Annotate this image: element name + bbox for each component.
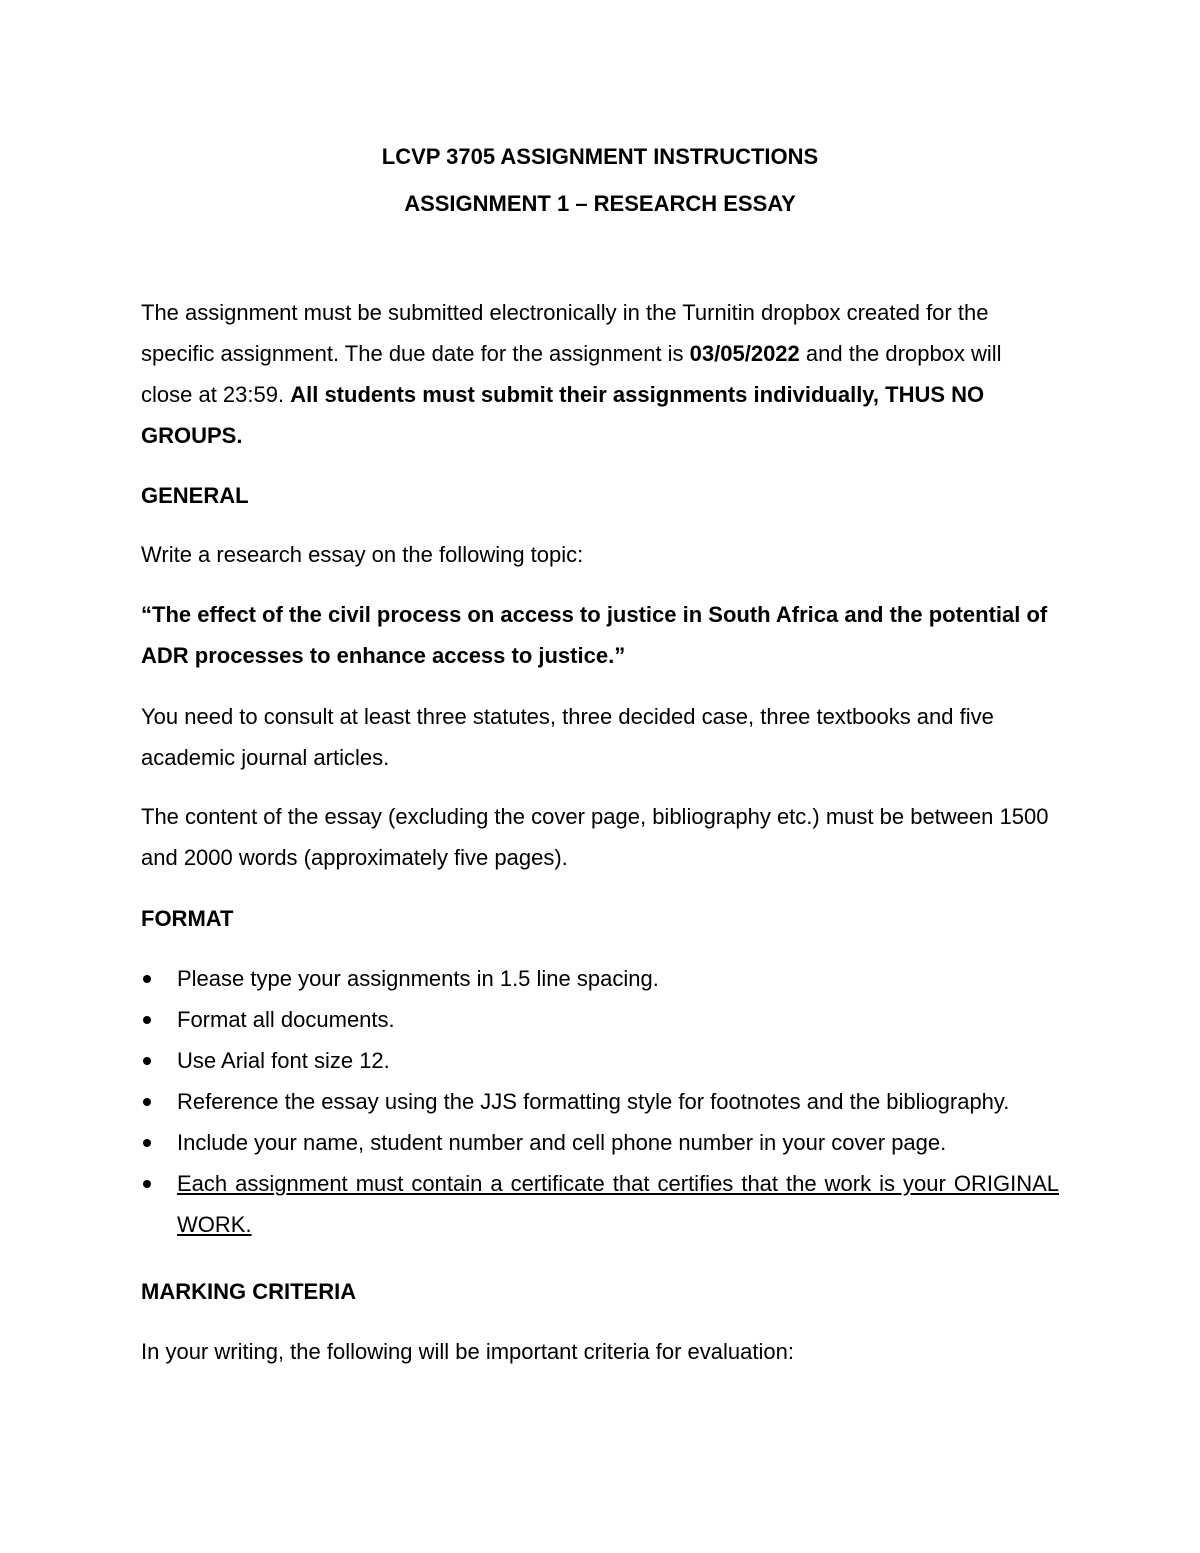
list-item: Please type your assignments in 1.5 line spacing. <box>141 958 1059 999</box>
document-title: LCVP 3705 ASSIGNMENT INSTRUCTIONS <box>381 144 819 169</box>
sources-requirement: You need to consult at least three statutes, three decided case, three textbooks and five academic journal articles. <box>141 704 994 770</box>
list-item: Use Arial font size 12. <box>141 1040 1059 1081</box>
list-item: Reference the essay using the JJS formatting style for footnotes and the bibliography. <box>141 1081 1059 1122</box>
intro-paragraph <box>141 292 1059 456</box>
list-item: Format all documents. <box>141 999 1059 1040</box>
essay-topic: “The effect of the civil process on access to justice in South Africa and the potential of ADR processes to enhance access to justice.” <box>141 602 1048 668</box>
bullet-icon <box>143 1098 151 1106</box>
due-date: 03/05/2022 <box>689 341 800 366</box>
individual-notice: All students must submit their assignments individually, THUS NO GROUPS. <box>141 382 985 448</box>
marking-intro: In your writing, the following will be important criteria for evaluation: <box>141 1339 794 1364</box>
bullet-icon <box>143 1180 151 1188</box>
format-list <box>141 958 1059 1245</box>
list-item: Each assignment must contain a certificate that certifies that the work is your ORIGINAL WORK. <box>141 1163 1059 1245</box>
marking-heading: MARKING CRITERIA <box>141 1279 357 1304</box>
bullet-icon <box>143 1057 151 1065</box>
document-subtitle: ASSIGNMENT 1 – RESEARCH ESSAY <box>404 191 796 216</box>
list-item: Include your name, student number and cell phone number in your cover page. <box>141 1122 1059 1163</box>
bullet-icon <box>143 1016 151 1024</box>
length-requirement: The content of the essay (excluding the cover page, bibliography etc.) must be between 1500 and 2000 words (approximately five pages). <box>141 804 1049 870</box>
intro-text-b: and the dropbox will close at 23:59. <box>141 341 1002 407</box>
bullet-icon <box>143 975 151 983</box>
general-prompt: Write a research essay on the following topic: <box>141 542 584 567</box>
general-heading: GENERAL <box>141 483 249 508</box>
intro-text-a: The assignment must be submitted electronically in the Turnitin dropbox created for the specific assignment. The due date for the assignment is <box>141 300 989 366</box>
format-heading: FORMAT <box>141 906 234 931</box>
bullet-icon <box>143 1139 151 1147</box>
